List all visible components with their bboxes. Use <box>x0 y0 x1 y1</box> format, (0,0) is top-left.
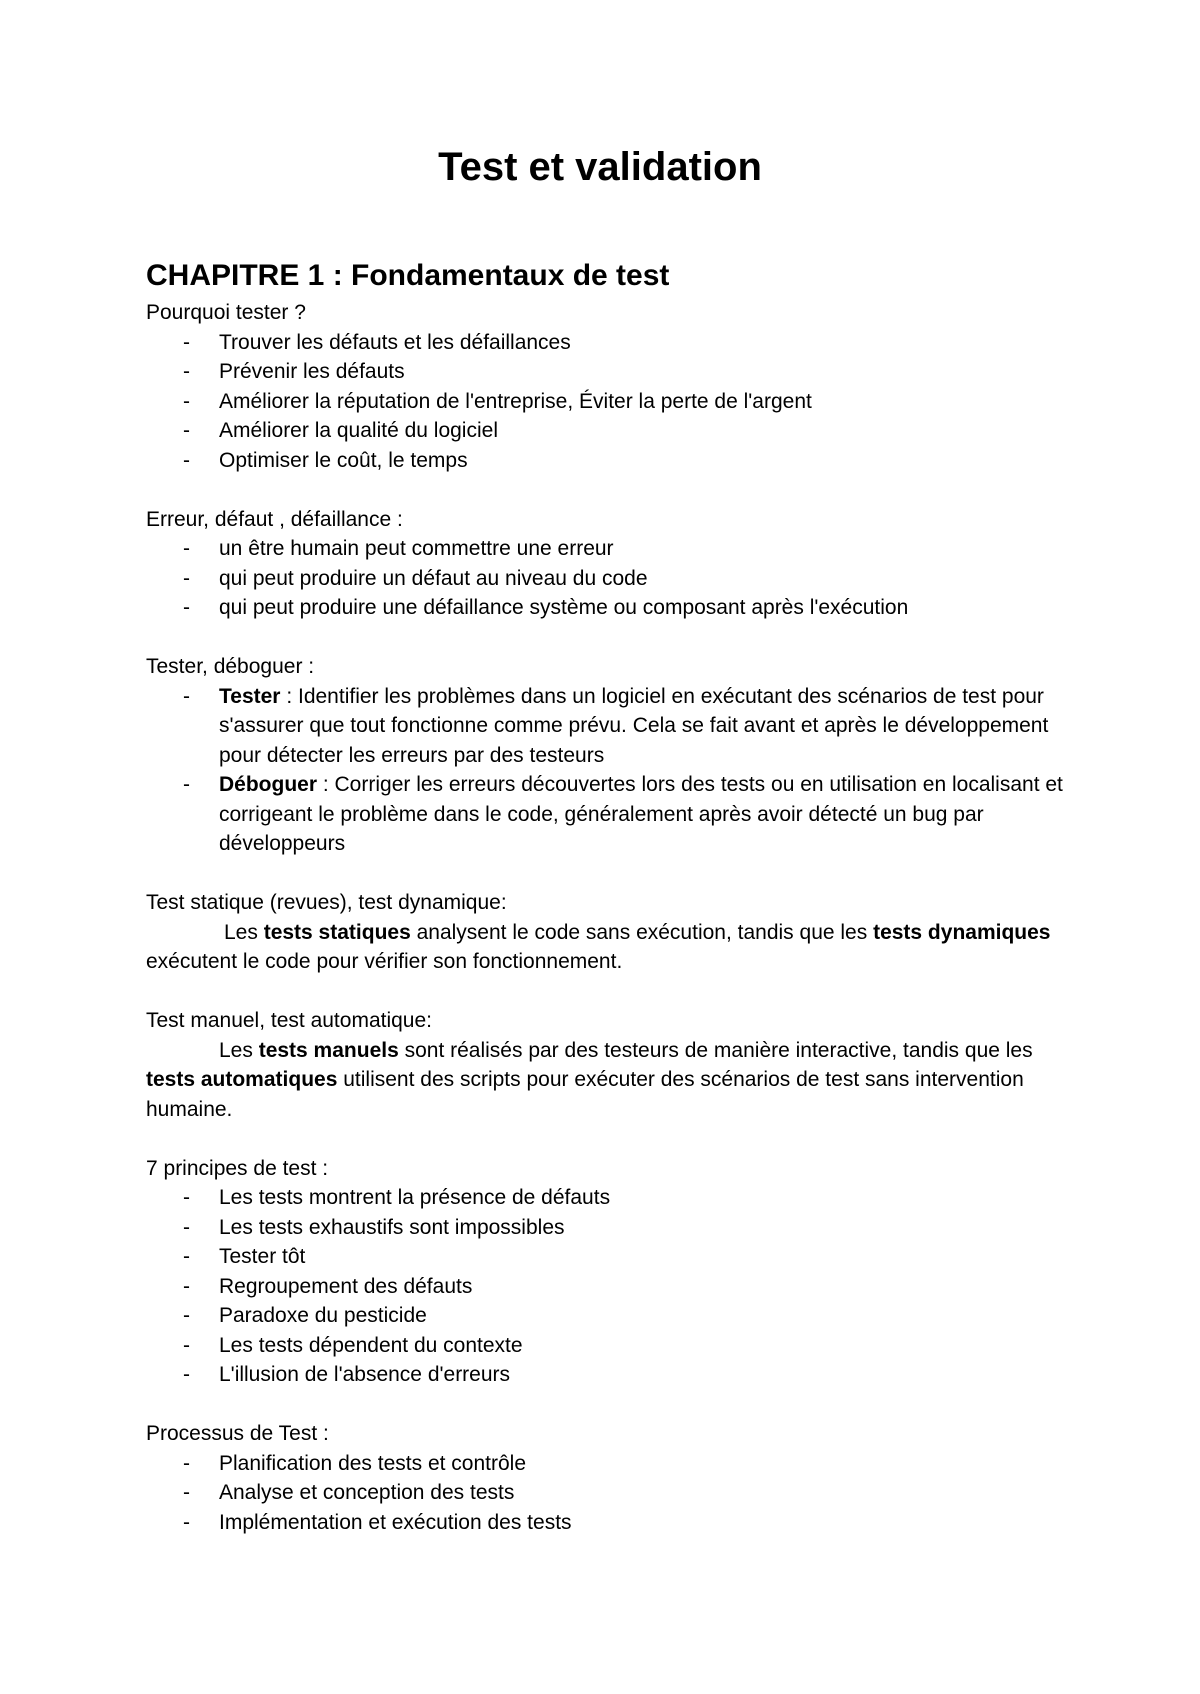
paragraph-text: analysent le code sans exécution, tandis que les <box>410 920 874 944</box>
dash-marker: - <box>183 1510 190 1534</box>
list-item-text: qui peut produire une défaillance système ou composant après l'exécution <box>219 596 909 619</box>
term-deboguer: Déboguer <box>219 773 318 796</box>
section-heading: Test manuel, test automatique: <box>146 1009 432 1032</box>
list-item-text: L'illusion de l'absence d'erreurs <box>219 1363 511 1386</box>
section-processus <box>146 1419 1066 1537</box>
list-item <box>146 416 1066 446</box>
bold-term: tests automatiques <box>146 1068 338 1091</box>
bullet-list <box>146 682 1066 859</box>
list-item <box>146 1242 1066 1272</box>
dash-marker: - <box>183 1333 190 1357</box>
list-item-text: Prévenir les défauts <box>219 360 405 383</box>
section-erreur-defaut <box>146 505 1066 623</box>
section-heading: Test statique (revues), test dynamique: <box>146 891 507 914</box>
bullet-list <box>146 534 1066 623</box>
paragraph-text: Les <box>224 920 264 944</box>
paragraph-text: sont réalisés par des testeurs de manière interactive, tandis que les <box>398 1038 1033 1062</box>
dash-marker: - <box>183 1304 190 1327</box>
list-item <box>146 1449 1066 1479</box>
section-heading: Processus de Test : <box>146 1422 329 1445</box>
list-item-text: Trouver les défauts et les défaillances <box>219 330 571 354</box>
paragraph <box>146 1036 1066 1125</box>
dash-marker: - <box>183 537 190 560</box>
definition-text: : Identifier les problèmes dans un logiciel en exécutant des scénarios de test pour s'assurer que tout fonctionne comme prévu. Cela se fait avant et après le développement pour détecter les erreurs par des testeurs <box>219 684 1049 767</box>
dash-marker: - <box>183 1451 190 1475</box>
section-heading: Pourquoi tester ? <box>146 301 306 324</box>
paragraph <box>146 918 1066 977</box>
dash-marker: - <box>183 389 190 413</box>
list-item <box>146 1272 1066 1302</box>
section-pourquoi-tester <box>146 298 1066 475</box>
bullet-list <box>146 1449 1066 1538</box>
list-item-text: Les tests montrent la présence de défauts <box>219 1186 611 1209</box>
bullet-list <box>146 1183 1066 1390</box>
dash-marker: - <box>183 1363 190 1386</box>
bold-term: tests statiques <box>263 920 411 944</box>
bullet-list <box>146 328 1066 476</box>
list-item-text: Analyse et conception des tests <box>219 1481 515 1504</box>
list-item <box>146 1478 1066 1508</box>
dash-marker: - <box>183 419 190 442</box>
list-item <box>146 1331 1066 1361</box>
dash-marker: - <box>183 566 190 590</box>
section-heading: Tester, déboguer : <box>146 655 315 678</box>
dash-marker: - <box>183 773 190 796</box>
list-item <box>146 593 1066 623</box>
section-principes <box>146 1154 1066 1390</box>
list-item <box>146 682 1066 771</box>
list-item-text: qui peut produire un défaut au niveau du code <box>219 566 648 590</box>
definition-text: : Corriger les erreurs découvertes lors des tests ou en utilisation en localisant et corrigeant le problème dans le code, généralement après avoir détecté un bug par développeurs <box>219 773 1063 855</box>
list-item <box>146 564 1066 594</box>
section-tester-deboguer <box>146 652 1066 859</box>
term-tester: Tester <box>219 684 281 708</box>
list-item-text: Paradoxe du pesticide <box>219 1304 427 1327</box>
dash-marker: - <box>183 448 190 472</box>
list-item-text: Tester tôt <box>219 1245 306 1268</box>
dash-marker: - <box>183 330 190 354</box>
dash-marker: - <box>183 1274 190 1298</box>
section-heading: Erreur, défaut , défaillance : <box>146 507 403 531</box>
list-item <box>146 1301 1066 1331</box>
list-item <box>146 446 1066 476</box>
list-item-text: Améliorer la qualité du logiciel <box>219 419 498 442</box>
dash-marker: - <box>183 596 190 619</box>
list-item <box>146 1508 1066 1538</box>
list-item <box>146 1360 1066 1390</box>
list-item <box>146 357 1066 387</box>
dash-marker: - <box>183 1481 190 1504</box>
list-item-text: Optimiser le coût, le temps <box>219 448 468 472</box>
chapter-heading: CHAPITRE 1 : Fondamentaux de test <box>146 259 670 292</box>
section-statique-dynamique <box>146 888 1066 977</box>
list-item-text: Planification des tests et contrôle <box>219 1451 527 1475</box>
dash-marker: - <box>183 360 190 383</box>
list-item-text: Implémentation et exécution des tests <box>219 1510 572 1534</box>
list-item <box>146 1213 1066 1243</box>
section-manuel-automatique <box>146 1006 1066 1124</box>
document-body <box>146 298 1066 1567</box>
list-item <box>146 1183 1066 1213</box>
paragraph-text: exécutent le code pour vérifier son fonctionnement. <box>146 950 623 973</box>
dash-marker: - <box>183 1215 190 1239</box>
dash-marker: - <box>183 1186 190 1209</box>
list-item <box>146 534 1066 564</box>
list-item-text: Améliorer la réputation de l'entreprise, Éviter la perte de l'argent <box>219 389 812 413</box>
list-item-text: un être humain peut commettre une erreur <box>219 537 614 560</box>
list-item <box>146 770 1066 859</box>
list-item-text: Regroupement des défauts <box>219 1274 473 1298</box>
document-title: Test et validation <box>438 145 762 189</box>
bold-term: tests dynamiques <box>873 920 1051 944</box>
section-heading: 7 principes de test : <box>146 1156 329 1180</box>
list-item <box>146 328 1066 358</box>
list-item-text: Les tests dépendent du contexte <box>219 1333 523 1357</box>
bold-term: tests manuels <box>258 1038 399 1062</box>
paragraph-text: Les <box>219 1038 259 1062</box>
dash-marker: - <box>183 1245 190 1268</box>
dash-marker: - <box>183 684 190 708</box>
list-item <box>146 387 1066 417</box>
paragraph-text: utilisent des scripts pour exécuter des scénarios de test sans intervention humaine. <box>146 1068 1024 1121</box>
list-item-text: Les tests exhaustifs sont impossibles <box>219 1215 565 1239</box>
